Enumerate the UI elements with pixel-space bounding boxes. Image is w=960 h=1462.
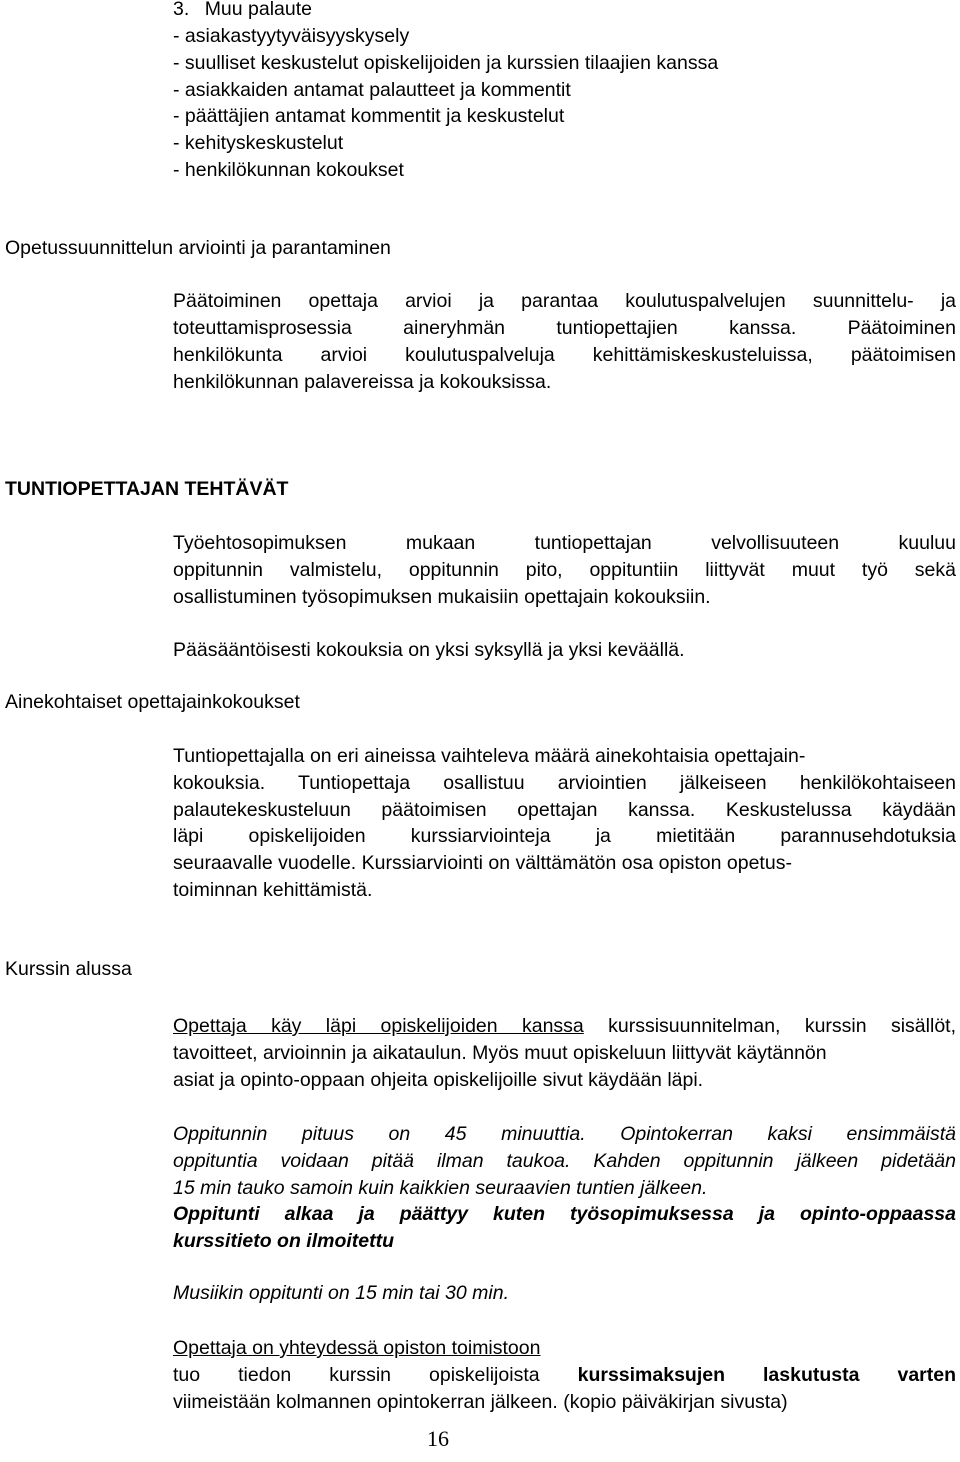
paragraph-line: henkilökunta arvioi koulutuspalveluja kehittämiskeskusteluissa, päätoimisen [173,344,956,366]
section-heading-planning: Opetussuunnittelun arviointi ja parantaminen [5,237,391,259]
paragraph-line: Pääsääntöisesti kokouksia on yksi syksyllä ja yksi keväällä. [173,639,685,661]
list-item: - asiakkaiden antamat palautteet ja kommentit [173,79,571,101]
paragraph-line: oppitunnin valmistelu, oppitunnin pito, oppituntiin liittyvät muut työ sekä [173,559,956,581]
paragraph-line: osallistuminen työsopimuksen mukaisiin opettajain kokouksiin. [173,586,711,608]
italic-line: 15 min tauko samoin kuin kaikkien seuraavien tuntien jälkeen. [173,1177,708,1199]
list-item: - päättäjien antamat kommentit ja keskustelut [173,105,565,127]
paragraph-line [173,1013,956,1040]
section-heading-subject-meetings: Ainekohtaiset opettajainkokoukset [5,691,300,713]
paragraph-line: palautekeskusteluun päätoimisen opettajan kanssa. Keskustelussa käydään [173,799,956,821]
list-item: - suulliset keskustelut opiskelijoiden ja kurssien tilaajien kanssa [173,52,719,74]
paragraph-line: asiat ja opinto-oppaan ohjeita opiskelijoille sivut käydään läpi. [173,1069,704,1091]
list-item: - asiakastyytyväisyyskysely [173,25,410,47]
paragraph-line: Työehtosopimuksen mukaan tuntiopettajan velvollisuuteen kuuluu [173,532,956,554]
bold-text: kurssimaksujen laskutusta varten [577,1364,956,1386]
text-rest: kurssisuunnitelman, kurssin sisällöt, [583,1015,956,1037]
paragraph-line: toteuttamisprosessia aineryhmän tuntiopettajien kanssa. Päätoiminen [173,317,956,339]
paragraph-line: toiminnan kehittämistä. [173,879,373,901]
paragraph-line: henkilökunnan palavereissa ja kokouksissa. [173,371,552,393]
paragraph-line: Päätoiminen opettaja arvioi ja parantaa koulutuspalvelujen suunnittelu- ja [173,290,956,312]
underlined-line: Opettaja on yhteydessä opiston toimistoon [173,1337,541,1359]
paragraph-line: läpi opiskelijoiden kurssiarviointeja ja mietitään parannusehdotuksia [173,825,956,847]
bold-italic-line: kurssitieto on ilmoitettu [173,1230,395,1252]
italic-line: Oppitunnin pituus on 45 minuuttia. Opintokerran kaksi ensimmäistä [173,1123,956,1145]
paragraph-line: kokouksia. Tuntiopettaja osallistuu arviointien jälkeiseen henkilökohtaiseen [173,772,956,794]
underlined-text: Opettaja käy läpi opiskelijoiden kanssa [173,1015,584,1037]
paragraph-line: viimeistään kolmannen opintokerran jälkeen. (kopio päiväkirjan sivusta) [173,1391,788,1413]
paragraph-line: seuraavalle vuodelle. Kurssiarviointi on välttämätön osa opiston opetus- [173,852,792,874]
page-number: 16 [427,1426,449,1451]
paragraph-line [173,1362,956,1389]
section-heading [173,0,312,23]
list-item: - kehityskeskustelut [173,132,344,154]
italic-line: oppituntia voidaan pitää ilman taukoa. Kahden oppitunnin jälkeen pidetään [173,1150,956,1172]
section-heading-duties: TUNTIOPETTAJAN TEHTÄVÄT [5,478,289,500]
italic-line: Musiikin oppitunti on 15 min tai 30 min. [173,1282,510,1304]
section-title: Muu palaute [204,0,313,20]
bold-italic-line: Oppitunti alkaa ja päättyy kuten työsopimuksessa ja opinto-oppaassa [173,1203,956,1225]
paragraph-line: Tuntiopettajalla on eri aineissa vaihteleva määrä ainekohtaisia opettajain- [173,745,806,767]
paragraph-line: tavoitteet, arvioinnin ja aikataulun. Myös muut opiskeluun liittyvät käytännön [173,1042,827,1064]
list-item: - henkilökunnan kokoukset [173,159,404,181]
section-number: 3. [173,0,190,20]
section-heading-course-start: Kurssin alussa [5,958,132,980]
text-pre: tuo tiedon kurssin opiskelijoista [173,1364,578,1386]
